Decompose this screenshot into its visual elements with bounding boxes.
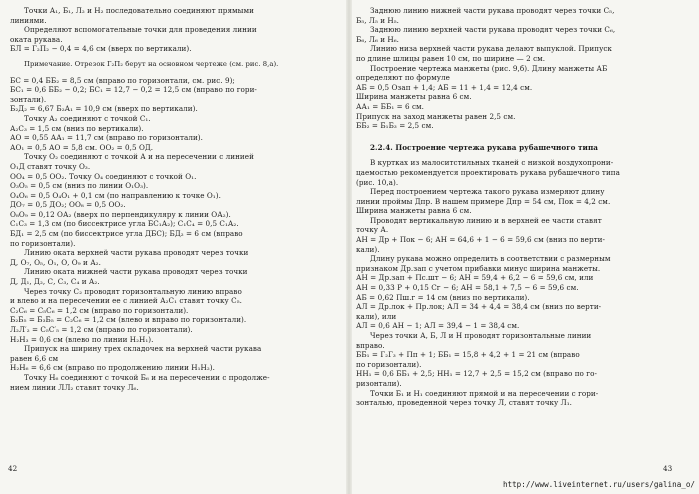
- text-line: Н₂Н₆ = 6,6 см (вправо по продолжению линии Н₁Н₂).: [10, 363, 215, 373]
- text-line: Ширина манжеты равна 6 см.: [356, 206, 472, 216]
- text-line: АН = Др.зап + Пс.шт − 6; АН = 59,4 + 6,2 − 6 = 59,6 см, или: [356, 273, 594, 283]
- text-line: Длину рукава можно определить в соответствии с размерным: [370, 254, 611, 264]
- text-line: нием линии ЛЛ₂ ставят точку Л₆.: [10, 382, 139, 392]
- text-line: Линию оката верхней части рукава проводят через точки: [24, 248, 249, 258]
- text-line: кали), или: [356, 311, 397, 321]
- text-line: Построение чертежа манжеты (рис. 9,б). Длину манжеты АБ: [370, 63, 608, 73]
- text-line: Б₂Б₅ = Б₃Б₅ = С₂С₆ = 1,2 см (влево и вправо по горизонтали).: [10, 315, 247, 325]
- text-line: ББ₂ = Б₁Б₃ = 2,5 см.: [356, 121, 434, 131]
- text-line: Точки А₁, Б₁, Л₂ и Н₂ последовательно соединяют прямыми: [24, 6, 254, 15]
- text-line: АА₁ = ББ₁ = 6 см.: [356, 101, 425, 111]
- text-line: С₁С₃ = 1,3 см (по биссектрисе угла БС₁А₂); С₁С₄ = 0,5 С₁А₂.: [10, 219, 239, 229]
- text-line: Л₂Л′₂ = С₅С′₅ = 1,2 см (вправо по горизонтали).: [10, 325, 193, 334]
- section-heading: 2.2.4. Построение чертежа рукава рубашечного типа: [370, 142, 598, 152]
- text-line: по горизонтали).: [356, 359, 422, 369]
- text-line: Заднюю линию верхней части рукава проводят через точки С₆,: [370, 25, 616, 35]
- text-line: С₂С₆ = С₅С₆ = 1,2 см (вправо по горизонтали).: [10, 305, 189, 315]
- text-line: кали).: [356, 244, 380, 254]
- text-line: Точки Б₁ и Н₁ соединяют прямой и на пересечении с гори-: [370, 388, 599, 398]
- text-line: А₂С₃ = 1,5 см (вниз по вертикали).: [10, 123, 144, 133]
- text-line: АЛ = Др.лок + Пр.лок; АЛ = 34 + 4,4 = 38,4 см (вниз по верти-: [356, 302, 602, 312]
- text-line: БС = 0,4 ББ₂ = 8,5 см (вправо по горизонтали, см. рис. 9);: [10, 75, 235, 85]
- text-line: НН₁ = 0,6 ББ₁ + 2,5; НН₁ = 12,7 + 2,5 = 15,2 см (вправо по го-: [356, 369, 597, 379]
- text-line: Д, О₇, О₅, О₁, О, О₉ и А₂.: [10, 257, 101, 267]
- left-page: [10, 6, 340, 476]
- text-line: О₃О₅ = 0,5 см (вниз по линии О₁О₃).: [10, 181, 149, 191]
- text-line: (рис. 10,а).: [356, 177, 399, 187]
- text-line: определяют по формуле: [356, 73, 450, 83]
- text-line: Через точки А, Б, Л и Н проводят горизонтальные линии: [370, 331, 592, 340]
- watermark-url: http://www.liveinternet.ru/users/galina_o/: [502, 480, 695, 489]
- text-line: Б₆, Л₆ и Н₆.: [356, 34, 400, 44]
- text-line: признаком Др.зап с учетом прибавки минус ширина манжеты.: [356, 263, 601, 273]
- text-line: Точку Н₆ соединяют с точкой Б₆ и на пересечении с продолже-: [24, 372, 270, 382]
- right-page-number: 43: [663, 464, 673, 473]
- text-line: АО₁ = 0,5 АО = 5,8 см. ОО₂ = 0,5 ОД.: [10, 142, 154, 152]
- text-line: Б₅, Л₅ и Н₅.: [356, 15, 400, 25]
- right-page: [356, 6, 692, 476]
- text-line: Перед построением чертежа такого рукава измеряют длину: [370, 187, 605, 197]
- text-line: БЛ = Г₂П₂ − 0,4 = 4,6 см (вверх по вертикали).: [10, 44, 192, 54]
- text-line: Заднюю линию нижней части рукава проводят через точки С₅,: [370, 6, 615, 15]
- text-line: БС₁ = 0,6 ББ₂ − 0,2; БС₁ = 12,7 − 0,2 = 12,5 см (вправо по гори-: [10, 85, 257, 95]
- text-line: Припуск на ширину трех складочек на верхней части рукава: [24, 344, 262, 354]
- text-line: О₈О₉ = 0,12 ОА₂ (вверх по перпендикуляру к линии ОА₂).: [10, 209, 231, 219]
- text-line: зонтали).: [10, 94, 47, 104]
- book-gutter: [346, 0, 352, 494]
- text-line: Примечание. Отрезок Г₂П₂ берут на основном чертеже (см. рис. 8,а).: [24, 59, 279, 68]
- text-line: Через точку С₂ проводят горизонтальную линию вправо: [24, 286, 242, 296]
- text-line: АБ = 0,62 Пш.г = 14 см (вниз по вертикали).: [356, 292, 530, 302]
- text-line: АБ = 0,5 Озап + 1,4; АБ = 11 + 1,4 = 12,4 см.: [356, 82, 533, 92]
- text-line: Припуск на заход манжеты равен 2,5 см.: [356, 111, 516, 121]
- text-line: по длине шлицы равен 10 см, по ширине — 2 см.: [356, 53, 546, 63]
- text-line: цаемостью рекомендуется проектировать рукава рубашечного типа: [356, 167, 620, 177]
- text-line: по горизонтали).: [10, 238, 76, 248]
- text-line: Н₂Н₃ = 0,6 см (влево по линии Н₂Н₁).: [10, 334, 154, 344]
- text-line: Б₂Д₂ = 6,67 Б₂А₁ = 10,9 см (вверх по вертикали).: [10, 104, 198, 114]
- text-line: В куртках из малоситстильных тканей с низкой воздухопрони-: [370, 158, 614, 168]
- text-line: АН = 0,33 Р + 0,15 Сг − 6; АН = 58,1 + 7,5 − 6 = 59,6 см.: [356, 283, 579, 293]
- text-line: и влево и на пересечении ее с линией А₂С₁ ставят точку С₅.: [10, 296, 242, 306]
- text-line: вправо.: [356, 340, 385, 350]
- text-line: Точку О₂ соединяют с точкой А и на пересечении с линией: [24, 152, 254, 162]
- text-line: оката рукава.: [10, 34, 63, 44]
- text-line: ОО₄ = 0,5 ОО₂. Точку О₄ соединяют с точкой О₁.: [10, 171, 197, 181]
- text-line: ДО₇ = 0,5 ДО₂; ОО₈ = 0,5 ОО₂.: [10, 200, 126, 210]
- text-line: Точку А₂ соединяют с точкой С₁.: [24, 113, 151, 123]
- text-line: линии проймы Дпр. В нашем примере Дпр = 54 см, Пок = 4,2 см.: [356, 196, 611, 206]
- text-line: равен 6,6 см: [10, 353, 59, 363]
- text-line: ризонтали).: [356, 378, 402, 388]
- left-page-number: 42: [8, 464, 18, 473]
- text-line: Определяют вспомогательные точки для проведения линии: [24, 25, 257, 35]
- text-line: АЛ = 0,6 АН − 1; АЛ = 39,4 − 1 = 38,4 см.: [356, 321, 520, 331]
- text-line: Линию оката нижней части рукава проводят через точки: [24, 267, 248, 277]
- text-line: Ширина манжеты равна 6 см.: [356, 92, 472, 102]
- text-line: линиями.: [10, 15, 47, 25]
- text-line: О₁Д ставят точку О₃.: [10, 161, 91, 171]
- text-line: БД₁ = 2,5 см (по биссектрисе угла ДБС); БД₂ = 6 см (вправо: [10, 229, 243, 239]
- text-line: зонталью, проведенной через точку Л, ставят точку Л₁.: [356, 398, 572, 408]
- text-line: Линию низа верхней части рукава делают выпуклой. Припуск: [370, 44, 612, 54]
- text-line: точку А.: [356, 225, 389, 235]
- text-line: АН = Др + Пок − 6; АН = 64,6 + 1 − 6 = 59,6 см (вниз по верти-: [356, 235, 605, 245]
- text-line: О₄О₆ = 0,5 О₄О₁ + 0,1 см (по направлению к точке О₁).: [10, 190, 221, 200]
- text-line: ББ₁ = Г₂Г₃ + Пп + 1; ББ₁ = 15,8 + 4,2 + 1 = 21 см (вправо: [356, 350, 580, 360]
- text-line: Д, Д₁, Д₂, С, С₃, С₄ и А₂.: [10, 277, 100, 287]
- text-line: АО = 0,55 АА₁ = 11,7 см (вправо по горизонтали).: [10, 133, 203, 143]
- text-line: Проводят вертикальную линию и в верхней ее части ставят: [370, 215, 602, 225]
